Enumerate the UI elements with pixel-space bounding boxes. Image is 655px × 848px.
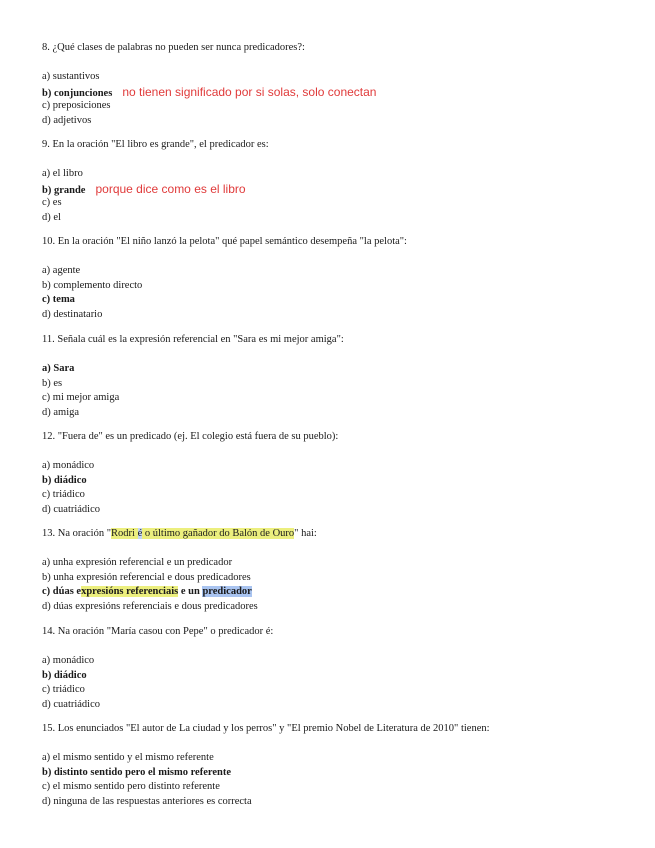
option-c: c) mi mejor amiga bbox=[42, 392, 120, 404]
option-a: a) sustantivos bbox=[42, 71, 100, 83]
option-d: d) cuatriádico bbox=[42, 698, 101, 710]
question-15 bbox=[42, 722, 632, 810]
option-b: b) complemento directo bbox=[42, 279, 143, 291]
option-a-correct: a) Sara bbox=[42, 363, 75, 375]
question-13 bbox=[42, 527, 632, 615]
option-d: d) adjetivos bbox=[42, 114, 92, 126]
question-8 bbox=[42, 41, 632, 129]
option-label: b) conjunciones bbox=[42, 87, 113, 99]
option-text-part: c) dúas e bbox=[42, 586, 82, 598]
option-d: d) destinatario bbox=[42, 308, 103, 320]
option-b-correct: b) distinto sentido pero el mismo referente bbox=[42, 766, 231, 778]
option-d: d) dúas expresións referenciais e dous predicadores bbox=[42, 600, 258, 612]
handwritten-note: no tienen significado por si solas, solo conectan bbox=[122, 84, 377, 99]
option-c: c) es bbox=[42, 197, 62, 209]
highlighted-sentence-end: o último gañador do Balón de Ouro bbox=[142, 528, 295, 539]
question-10 bbox=[42, 235, 632, 323]
question-11 bbox=[42, 333, 632, 421]
option-d: d) el bbox=[42, 211, 61, 223]
option-b: b) unha expresión referencial e dous predicadores bbox=[42, 571, 251, 583]
option-c-correct: c) tema bbox=[42, 294, 75, 306]
option-b: b) es bbox=[42, 377, 63, 389]
option-c: c) el mismo sentido pero distinto referente bbox=[42, 781, 220, 793]
option-d: d) cuatriádico bbox=[42, 503, 101, 515]
option-b-correct: b) diádico bbox=[42, 669, 87, 681]
option-a: a) el libro bbox=[42, 168, 83, 180]
option-b-correct: b) diádico bbox=[42, 474, 87, 486]
option-c-correct bbox=[42, 585, 632, 600]
option-c: c) triádico bbox=[42, 489, 85, 501]
question-14 bbox=[42, 625, 632, 713]
question-text: 14. Na oración "María casou con Pepe" o predicador é: bbox=[42, 626, 274, 637]
question-9 bbox=[42, 138, 632, 226]
option-c: c) preposiciones bbox=[42, 100, 111, 112]
question-12 bbox=[42, 430, 632, 518]
question-text: 10. En la oración "El niño lanzó la pelota" qué papel semántico desempeña "la pelota": bbox=[42, 236, 407, 247]
option-b-correct bbox=[42, 85, 632, 100]
handwritten-note: porque dice como es el libro bbox=[95, 181, 246, 196]
option-text-part: e un bbox=[178, 586, 203, 598]
option-a: a) unha expresión referencial e un predicador bbox=[42, 557, 233, 569]
question-text bbox=[42, 527, 632, 542]
question-text: 15. Los enunciados "El autor de La ciudad y los perros" y "El premio Nobel de Literatura de 2010" tienen: bbox=[42, 723, 490, 734]
option-a: a) monádico bbox=[42, 460, 95, 472]
question-text: 8. ¿Qué clases de palabras no pueden ser nunca predicadores?: bbox=[42, 42, 305, 53]
highlighted-sentence-start: Rodri bbox=[111, 528, 138, 539]
option-a: a) el mismo sentido y el mismo referente bbox=[42, 752, 214, 764]
option-label: b) grande bbox=[42, 184, 86, 196]
highlight-yellow: xpresións referenciais bbox=[81, 586, 179, 598]
option-a: a) agente bbox=[42, 265, 81, 277]
option-a: a) monádico bbox=[42, 655, 95, 667]
question-text: 11. Señala cuál es la expresión referencial en "Sara es mi mejor amiga": bbox=[42, 334, 344, 345]
text-cursor-selection: é bbox=[137, 528, 143, 539]
question-text: 9. En la oración "El libro es grande", el predicador es: bbox=[42, 139, 269, 150]
option-c: c) triádico bbox=[42, 684, 85, 696]
question-text: 12. "Fuera de" es un predicado (ej. El colegio está fuera de su pueblo): bbox=[42, 431, 339, 442]
option-d: d) amiga bbox=[42, 406, 80, 418]
question-text-suffix: " hai: bbox=[294, 528, 317, 539]
option-d: d) ninguna de las respuestas anteriores es correcta bbox=[42, 795, 252, 807]
question-text-prefix: 13. Na oración " bbox=[42, 528, 112, 539]
highlight-blue: predicador bbox=[202, 586, 252, 598]
option-b-correct bbox=[42, 182, 632, 197]
